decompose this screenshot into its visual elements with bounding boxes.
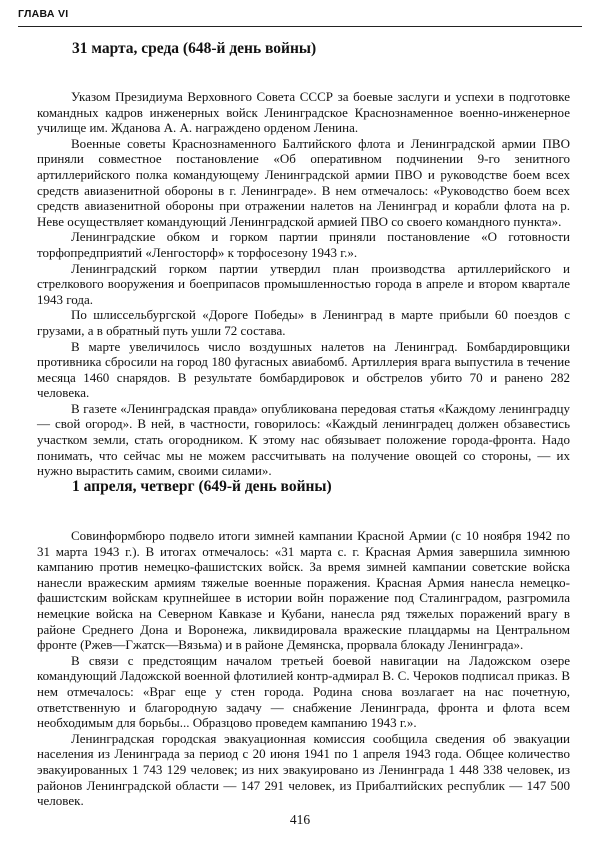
section-body-march-31 — [37, 89, 570, 479]
paragraph: Ленинградская городская эвакуационная комиссия сообщила сведения об эвакуации населения из Ленинграда за период с 20 июня 1941 по 1 апреля 1943 года. Общее количество эвакуированных 1 743 129 человек; из них эвакуировано из Ленинграда 1 448 338 человек, из районов Ленинградской области — 147 291 человек, из Прибалтийских республик — 147 500 человек. — [37, 730, 570, 809]
section-body-april-1 — [37, 528, 570, 809]
running-head: ГЛАВА VI — [18, 8, 69, 20]
section-heading-april-1: 1 апреля, четверг (649-й день войны) — [72, 478, 332, 495]
page-number: 416 — [289, 812, 311, 827]
paragraph: Военные советы Краснознаменного Балтийского флота и Ленинградской армии ПВО приняли совместное постановление «Об оперативном подчинении 9-го зенитного артиллерийского полка командующему Ленинградской армии ПВО и руководстве боем всех средств авиазенитной обороны в г. Ленинграде». В нем отмечалось: «Руководство боем всех средств авиазенитной обороны при отражении налетов на Ленинград и корабли флота на р. Неве осуществляет командующий Ленинградской армией ПВО со своего командного пункта». — [37, 135, 570, 229]
paragraph: По шлиссельбургской «Дороге Победы» в Ленинград в марте прибыли 60 поездов с грузами, а в обратный путь ушли 72 состава. — [37, 307, 570, 338]
paragraph: В газете «Ленинградская правда» опубликована передовая статья «Каждому ленинградцу — свой огород». В ней, в частности, говорилось: «Каждый ленинградец должен обзавестись участком земли, стать огородником. К этому нас обязывает положение города-фронта. Надо понимать, что сейчас мы не можем рассчитывать на получение овощей со стороны, — их нужно вырастить самим, своими силами». — [37, 400, 570, 479]
section-heading-march-31: 31 марта, среда (648-й день войны) — [72, 40, 317, 57]
paragraph: Указом Президиума Верховного Совета СССР за боевые заслуги и успехи в подготовке командных кадров инженерных войск Ленинградское Краснознаменное военно-инженерное училище им. Жданова А. А. награждено орденом Ленина. — [37, 89, 570, 136]
paragraph: В связи с предстоящим началом третьей боевой навигации на Ладожском озере командующий Ладожской военной флотилией контр-адмирал В. С. Чероков подписал приказ. В нем отмечалось: «Враг еще у стен города. Родина снова возлагает на нас почетную, ответственную и благородную задачу — снабжение Ленинграда, фронта и флота всем необходимым для борьбы... Образцово проведем кампанию 1943 г.». — [37, 652, 570, 731]
paragraph: Совинформбюро подвело итоги зимней кампании Красной Армии (с 10 ноября 1942 по 31 марта 1943 г.). В итогах отмечалось: «31 марта с. г. Красная Армия завершила зимнюю кампанию против немецко-фашистских войск. За время зимней кампании советские войска нанесли вражеским армиям тяжелые военные поражения. Красная Армия нанесла немецко-фашистским войскам крупнейшее в истории войн поражение под Сталинградом, разгромила немецкие войска на Северном Кавказе и Кубани, нанесла ряд тяжелых поражений врагу в районе Среднего Дона и Воронежа, ликвидировала вражеские плацдармы на Центральном фронте (Ржев—Гжатск—Вязьма) и в районе Демянска, прорвала блокаду Ленинграда». — [37, 528, 570, 653]
header-rule — [18, 26, 582, 27]
paragraph: В марте увеличилось число воздушных налетов на Ленинград. Бомбардировщики противника сбросили на город 180 фугасных авиабомб. Артиллерия врага выпустила в течение месяца 1460 снарядов. В результате бомбардировок и обстрелов убито 70 и ранено 282 человека. — [37, 338, 570, 401]
paragraph: Ленинградские обком и горком партии приняли постановление «О готовности торфопредприятий «Ленгосторф» к торфосезону 1943 г.». — [37, 229, 570, 260]
paragraph: Ленинградский горком партии утвердил план производства артиллерийского и стрелкового вооружения и боеприпасов промышленностью города в апреле и втором квартале 1943 года. — [37, 260, 570, 307]
